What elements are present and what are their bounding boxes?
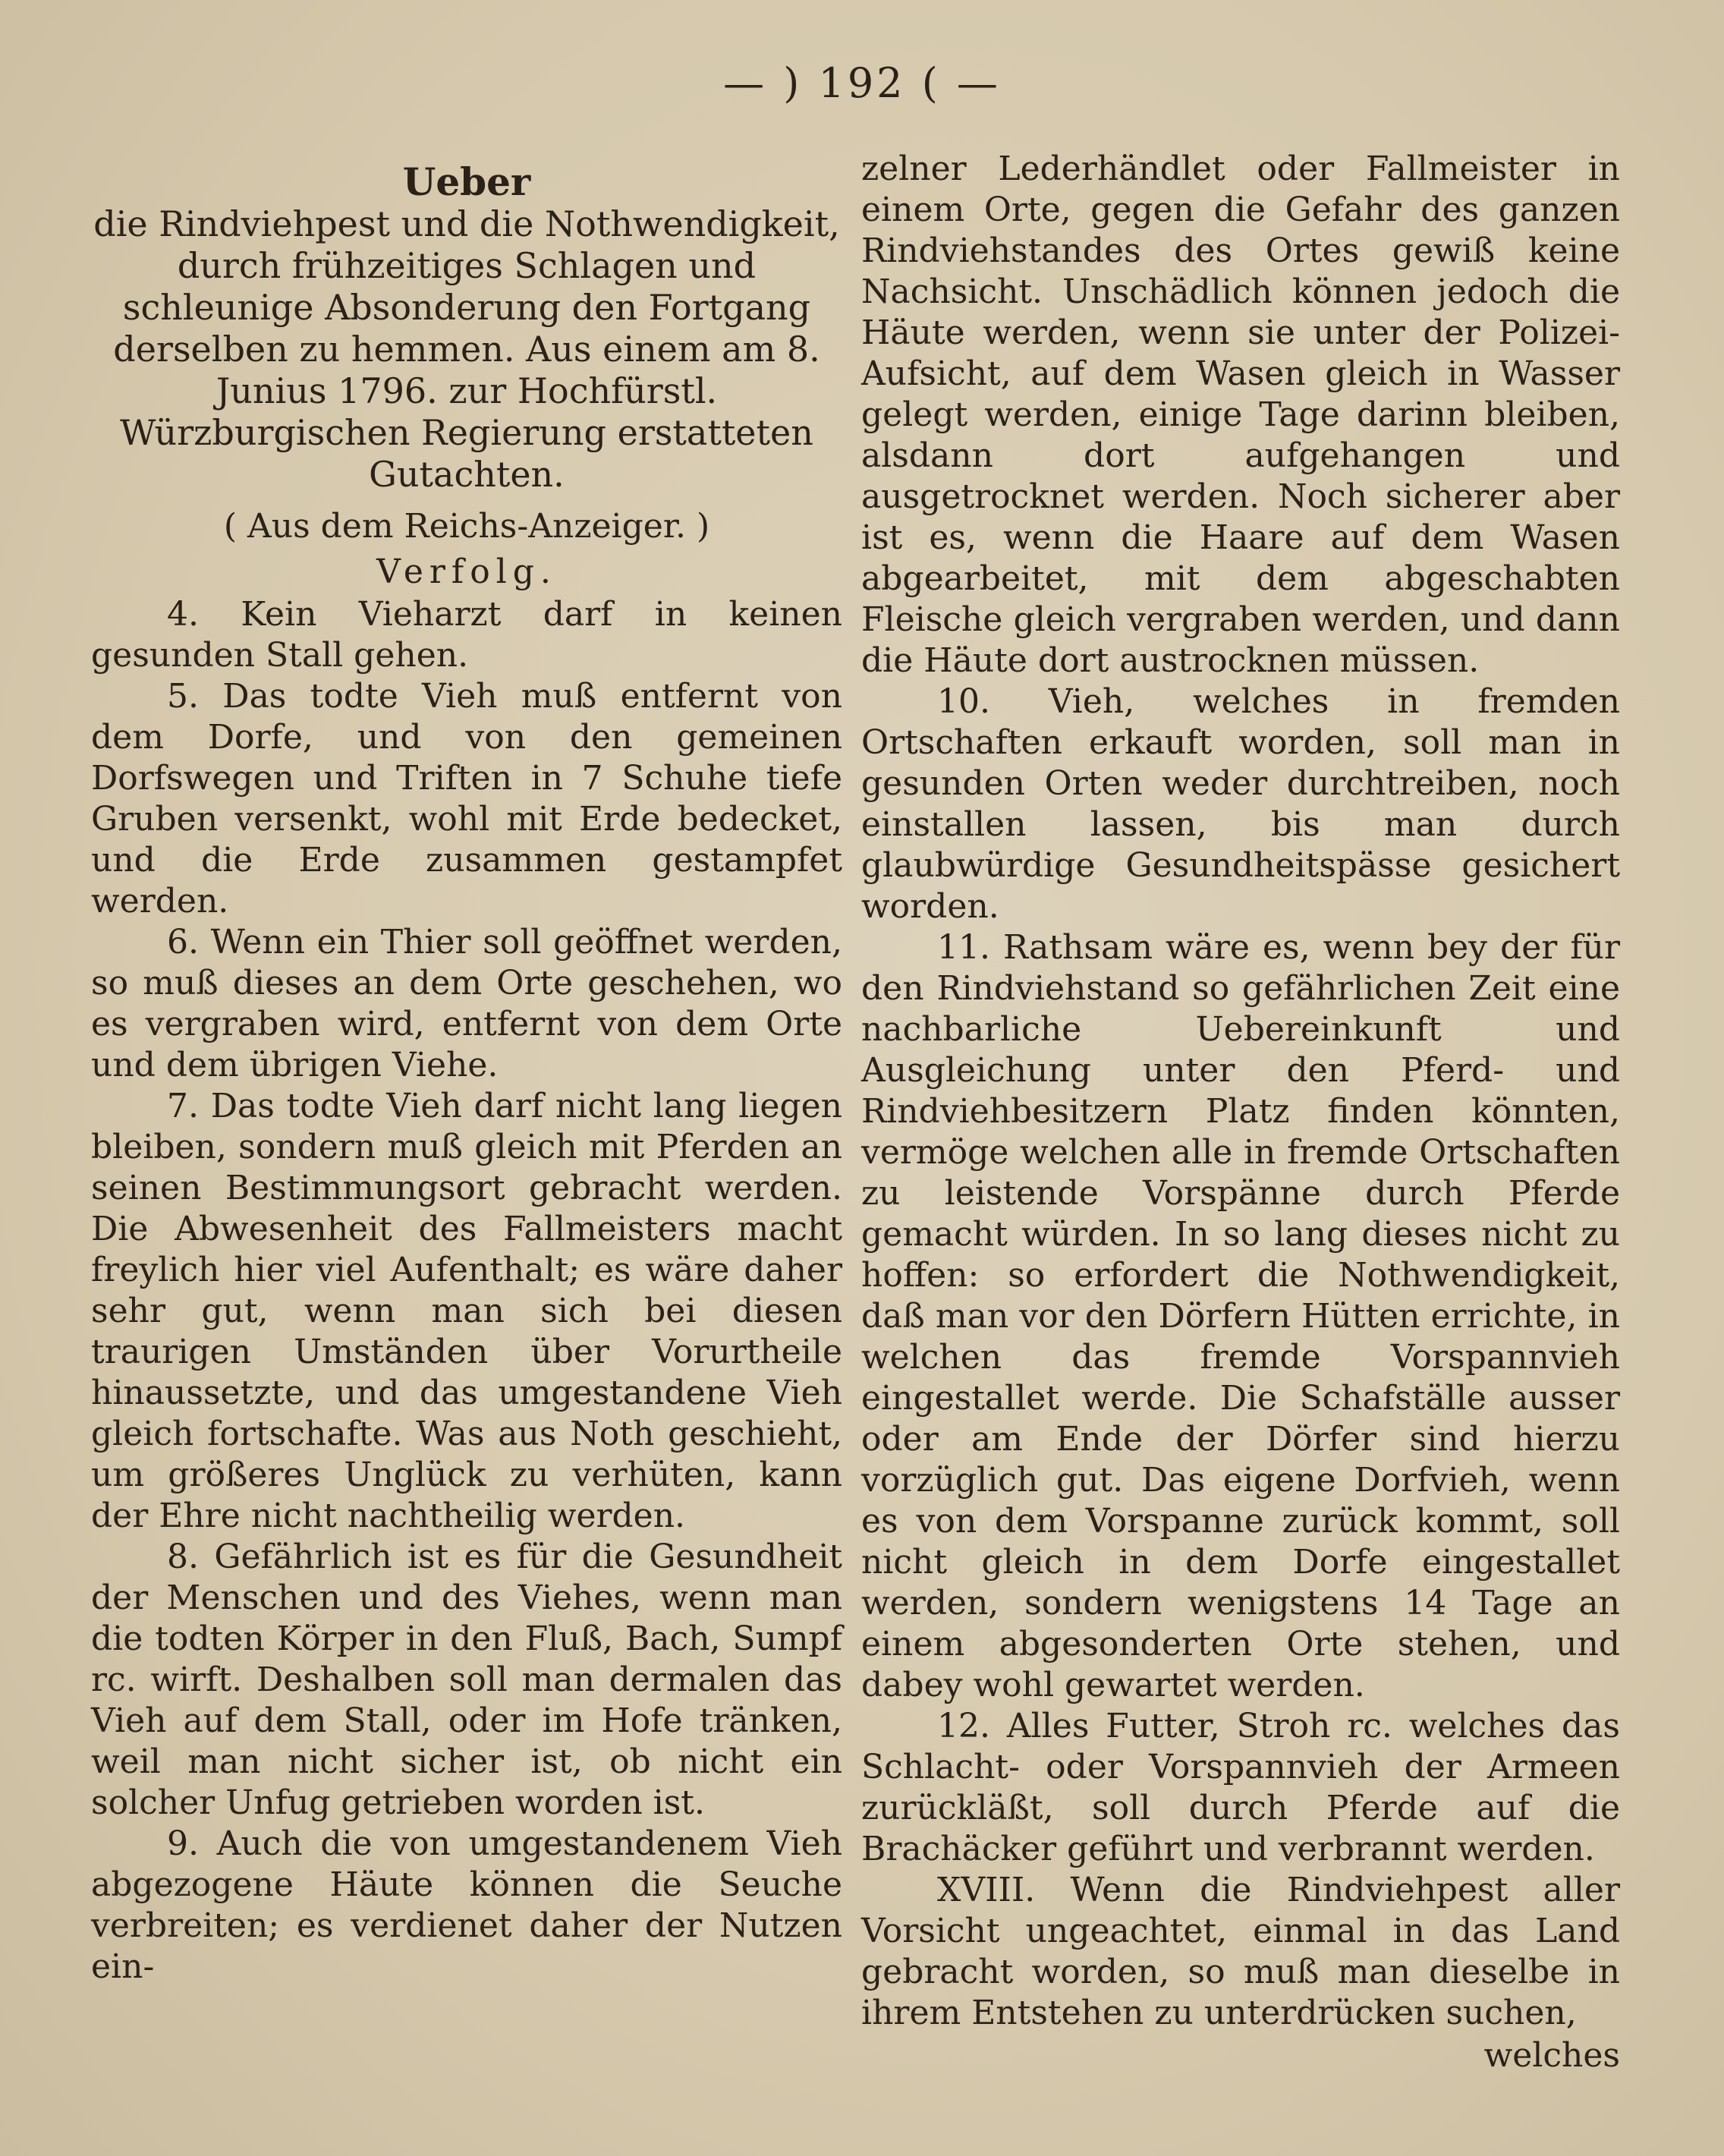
article-source: ( Aus dem Reichs-Anzeiger. ) (223, 507, 710, 546)
paragraph-7: 7. Das todte Vieh darf nicht lang liegen bleiben, sondern muß gleich mit Pferden an seinen Bestimmungsort gebracht werden. Die Abwesenheit des Fallmeisters macht freylich hier viel Aufenthalt; es wäre daher sehr gut, wenn man sich bei diesen traurigen Umständen über Vorurtheile hinaussetzte, und das umgestandene Vieh gleich fortschafte. Was aus Noth geschieht, um größeres Unglück zu verhüten, kann der Ehre nicht nachtheilig werden. (91, 1087, 842, 1535)
paragraph-9-continuation: zelner Lederhändlet oder Fallmeister in einem Orte, gegen die Gefahr des ganzen Rindviehstandes des Ortes gewiß keine Nachsicht. Unschädlich können jedoch die Häute werden, wenn sie unter der Polizei-Aufsicht, auf dem Wasen gleich in Wasser gelegt werden, einige Tage darinn bleiben, alsdann dort aufgehangen und ausgetrocknet werden. Noch sicherer aber ist es, wenn die Haare auf dem Wasen abgearbeitet, mit dem abgeschabten Fleische gleich vergraben werden, und dann die Häute dort austrocknen müssen. (861, 150, 1620, 680)
paragraph-5: 5. Das todte Vieh muß entfernt von dem Dorfe, und von den gemeinen Dorfswegen und Triften in 7 Schuhe tiefe Gruben versenkt, wohl mit Erde bedecket, und die Erde zusammen gestampfet werden. (91, 677, 842, 921)
paragraph-9: 9. Auch die von umgestandenem Vieh abgezogene Häute können die Seuche verbreiten; es verdienet daher der Nutzen ein- (91, 1824, 842, 1986)
left-column (91, 161, 842, 1988)
paragraph-4: 4. Kein Vieharzt darf in keinen gesunden Stall gehen. (91, 595, 842, 675)
paragraph-12: 12. Alles Futter, Stroh rc. welches das Schlacht- oder Vorspannvieh der Armeen zurückläßt, soll durch Pferde auf die Brachäcker geführt und verbrannt werden. (861, 1707, 1620, 1868)
right-column (861, 149, 1620, 2076)
section-heading: Verfolg. (376, 552, 557, 591)
paragraph-11: 11. Rathsam wäre es, wenn bey der für den Rindviehstand so gefährlichen Zeit eine nachbarliche Uebereinkunft und Ausgleichung unter den Pferd- und Rindviehbesitzern Platz finden könnten, vermöge welchen alle in fremde Ortschaften zu leistende Vorspänne durch Pferde gemacht würden. In so lang dieses nicht zu hoffen: so erfordert die Nothwendigkeit, daß man vor den Dörfern Hütten errichte, in welchen das fremde Vorspannvieh eingestallet werde. Die Schafställe ausser oder am Ende der Dörfer sind hierzu vorzüglich gut. Das eigene Dorfvieh, wenn es von dem Vorspanne zurück kommt, soll nicht gleich in dem Dorfe eingestallet werden, sondern wenigstens 14 Tage an einem abgesonderten Orte stehen, und dabey wohl gewartet werden. (861, 928, 1620, 1704)
paragraph-6: 6. Wenn ein Thier soll geöffnet werden, so muß dieses an dem Orte geschehen, wo es vergraben wird, entfernt von dem Orte und dem übrigen Viehe. (91, 923, 842, 1084)
article-subtitle: die Rindviehpest und die Nothwendigkeit, durch frühzeitiges Schlagen und schleunige Absonderung den Fortgang derselben zu hemmen. Aus einem am 8. Junius 1796. zur Hochfürstl. Würzburgischen Regierung erstatteten Gutachten. (93, 203, 840, 495)
paragraph-xviii: XVIII. Wenn die Rindviehpest aller Vorsicht ungeachtet, einmal in das Land gebracht worden, so muß man dieselbe in ihrem Entstehen zu unterdrücken suchen, (861, 1871, 1620, 2032)
catchword: welches (1483, 2036, 1620, 2075)
paragraph-10: 10. Vieh, welches in fremden Ortschaften erkauft worden, soll man in gesunden Orten weder durchtreiben, noch einstallen lassen, bis man durch glaubwürdige Gesundheitspässe gesichert worden. (861, 682, 1620, 926)
article-title: Ueber (402, 159, 531, 204)
page-number: — ) 192 ( — (723, 59, 1001, 107)
paragraph-8: 8. Gefährlich ist es für die Gesundheit der Menschen und des Viehes, wenn man die todten Körper in den Fluß, Bach, Sumpf rc. wirft. Deshalben soll man dermalen das Vieh auf dem Stall, oder im Hofe tränken, weil man nicht sicher ist, ob nicht ein solcher Unfug getrieben worden ist. (91, 1538, 842, 1822)
